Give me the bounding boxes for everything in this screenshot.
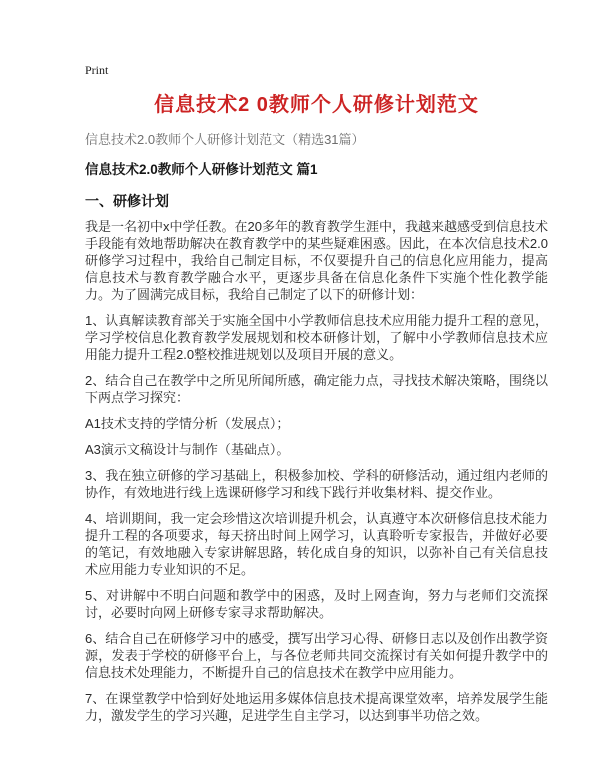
paragraph: 6、结合自己在研修学习中的感受，撰写出学习心得、研修日志以及创作出教学资源，发表于学校的研修平台上，与各位老师共同交流探讨有关如何提升教学中的信息技术处理能力，不断提升自己的信息技术在教学中应用能力。 xyxy=(85,631,548,680)
article-subtitle: 信息技术2.0教师个人研修计划范文（精选31篇） xyxy=(85,132,365,147)
article-section-title: 信息技术2.0教师个人研修计划范文 篇1 xyxy=(85,162,318,177)
paragraph: A1技术支持的学情分析（发展点）； xyxy=(85,416,290,431)
article-title: 信息技术2 0教师个人研修计划范文 xyxy=(154,94,479,116)
section-heading: 一、研修计划 xyxy=(85,193,169,209)
paragraph: 7、在课堂教学中恰到好处地运用多媒体信息技术提高课堂效率，培养发展学生能力，激发学生的学习兴趣，足进学生自主学习，以达到事半功倍之效。 xyxy=(85,691,548,723)
paragraph: 4、培训期间，我一定会珍惜这次培训提升机会，认真遵守本次研修信息技术能力提升工程的各项要求，每天挤出时间上网学习，认真聆听专家报告，并做好必要的笔记，有效地融入专家讲解思路，转化成自身的知识，以弥补自己有关信息技术应用能力专业知识的不足。 xyxy=(85,511,548,577)
paragraph: 5、对讲解中不明白问题和教学中的困惑，及时上网查询，努力与老师们交流探讨，必要时向网上研修专家寻求帮助解决。 xyxy=(85,588,548,620)
paragraph: 我是一名初中x中学任教。在20多年的教育教学生涯中，我越来越感受到信息技术手段能有效地帮助解决在教育教学中的某些疑难困惑。因此，在本次信息技术2.0研修学习过程中，我给自己制定目标，不仅要提升自己的信息化应用能力，提高信息技术与教育教学融合水平，更逐步具备在信息化条件下实施个性化教学能力。为了圆满完成目标，我给自己制定了以下的研修计划： xyxy=(85,219,548,302)
print-link[interactable]: Print xyxy=(85,63,109,77)
paragraph: 3、我在独立研修的学习基础上，积极参加校、学科的研修活动，通过组内老师的协作，有效地进行线上选课研修学习和线下践行并收集材料、提交作业。 xyxy=(85,468,548,500)
article-body xyxy=(85,218,548,724)
paragraph: A3演示文稿设计与制作（基础点）。 xyxy=(85,442,290,457)
paragraph: 2、结合自己在教学中之所见所闻所感，确定能力点，寻找技术解决策略，围绕以下两点学习探究： xyxy=(85,373,548,405)
paragraph: 1、认真解读教育部关于实施全国中小学教师信息技术应用能力提升工程的意见，学习学校信息化教育教学发展规划和校本研修计划，了解中小学教师信息技术应用能力提升工程2.0整校推进规划以及项目开展的意义。 xyxy=(85,313,548,362)
